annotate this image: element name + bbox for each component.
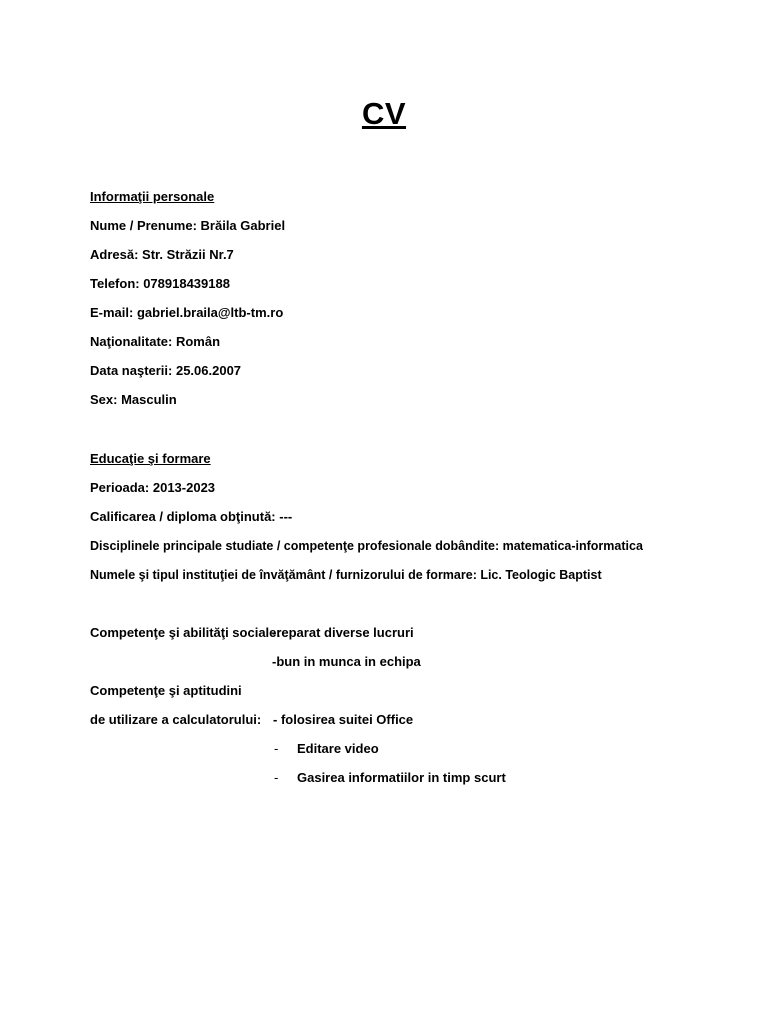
social-skills-label: Competenţe şi abilităţi sociale:	[90, 625, 281, 640]
social-skill-item: -reparat diverse lucruri	[272, 625, 414, 640]
personal-phone: Telefon: 078918439188	[90, 276, 230, 291]
computer-skill-item: - folosirea suitei Office	[273, 712, 414, 727]
personal-name: Nume / Prenume: Brăila Gabriel	[90, 218, 286, 233]
personal-address: Adresă: Str. Străzii Nr.7	[90, 247, 234, 262]
bullet-dash: -	[274, 770, 279, 785]
education-disciplines: Disciplinele principale studiate / competenţe profesionale dobândite: matematica-informatica	[90, 539, 643, 553]
education-qualification: Calificarea / diploma obţinută: ---	[90, 509, 293, 524]
computer-skill-item: Editare video	[297, 741, 379, 756]
personal-heading: Informaţii personale	[90, 189, 215, 204]
computer-skill-item: Gasirea informatiilor in timp scurt	[297, 770, 506, 785]
education-period: Perioada: 2013-2023	[90, 480, 216, 495]
education-institution: Numele şi tipul instituţiei de învăţământ / furnizorului de formare: Lic. Teologic Baptist	[90, 568, 602, 582]
personal-sex: Sex: Masculin	[90, 392, 177, 407]
personal-nationality: Naţionalitate: Român	[90, 334, 221, 349]
bullet-dash: -	[274, 741, 279, 756]
education-heading: Educaţie şi formare	[90, 451, 211, 466]
computer-skills-label-line1: Competenţe şi aptitudini	[90, 683, 242, 698]
document-title: CV	[361, 96, 407, 131]
social-skill-item: -bun in munca in echipa	[272, 654, 421, 669]
personal-email: E-mail: gabriel.braila@ltb-tm.ro	[90, 305, 284, 320]
computer-skills-label-line2: de utilizare a calculatorului:	[90, 712, 262, 727]
personal-birthdate: Data naşterii: 25.06.2007	[90, 363, 242, 378]
